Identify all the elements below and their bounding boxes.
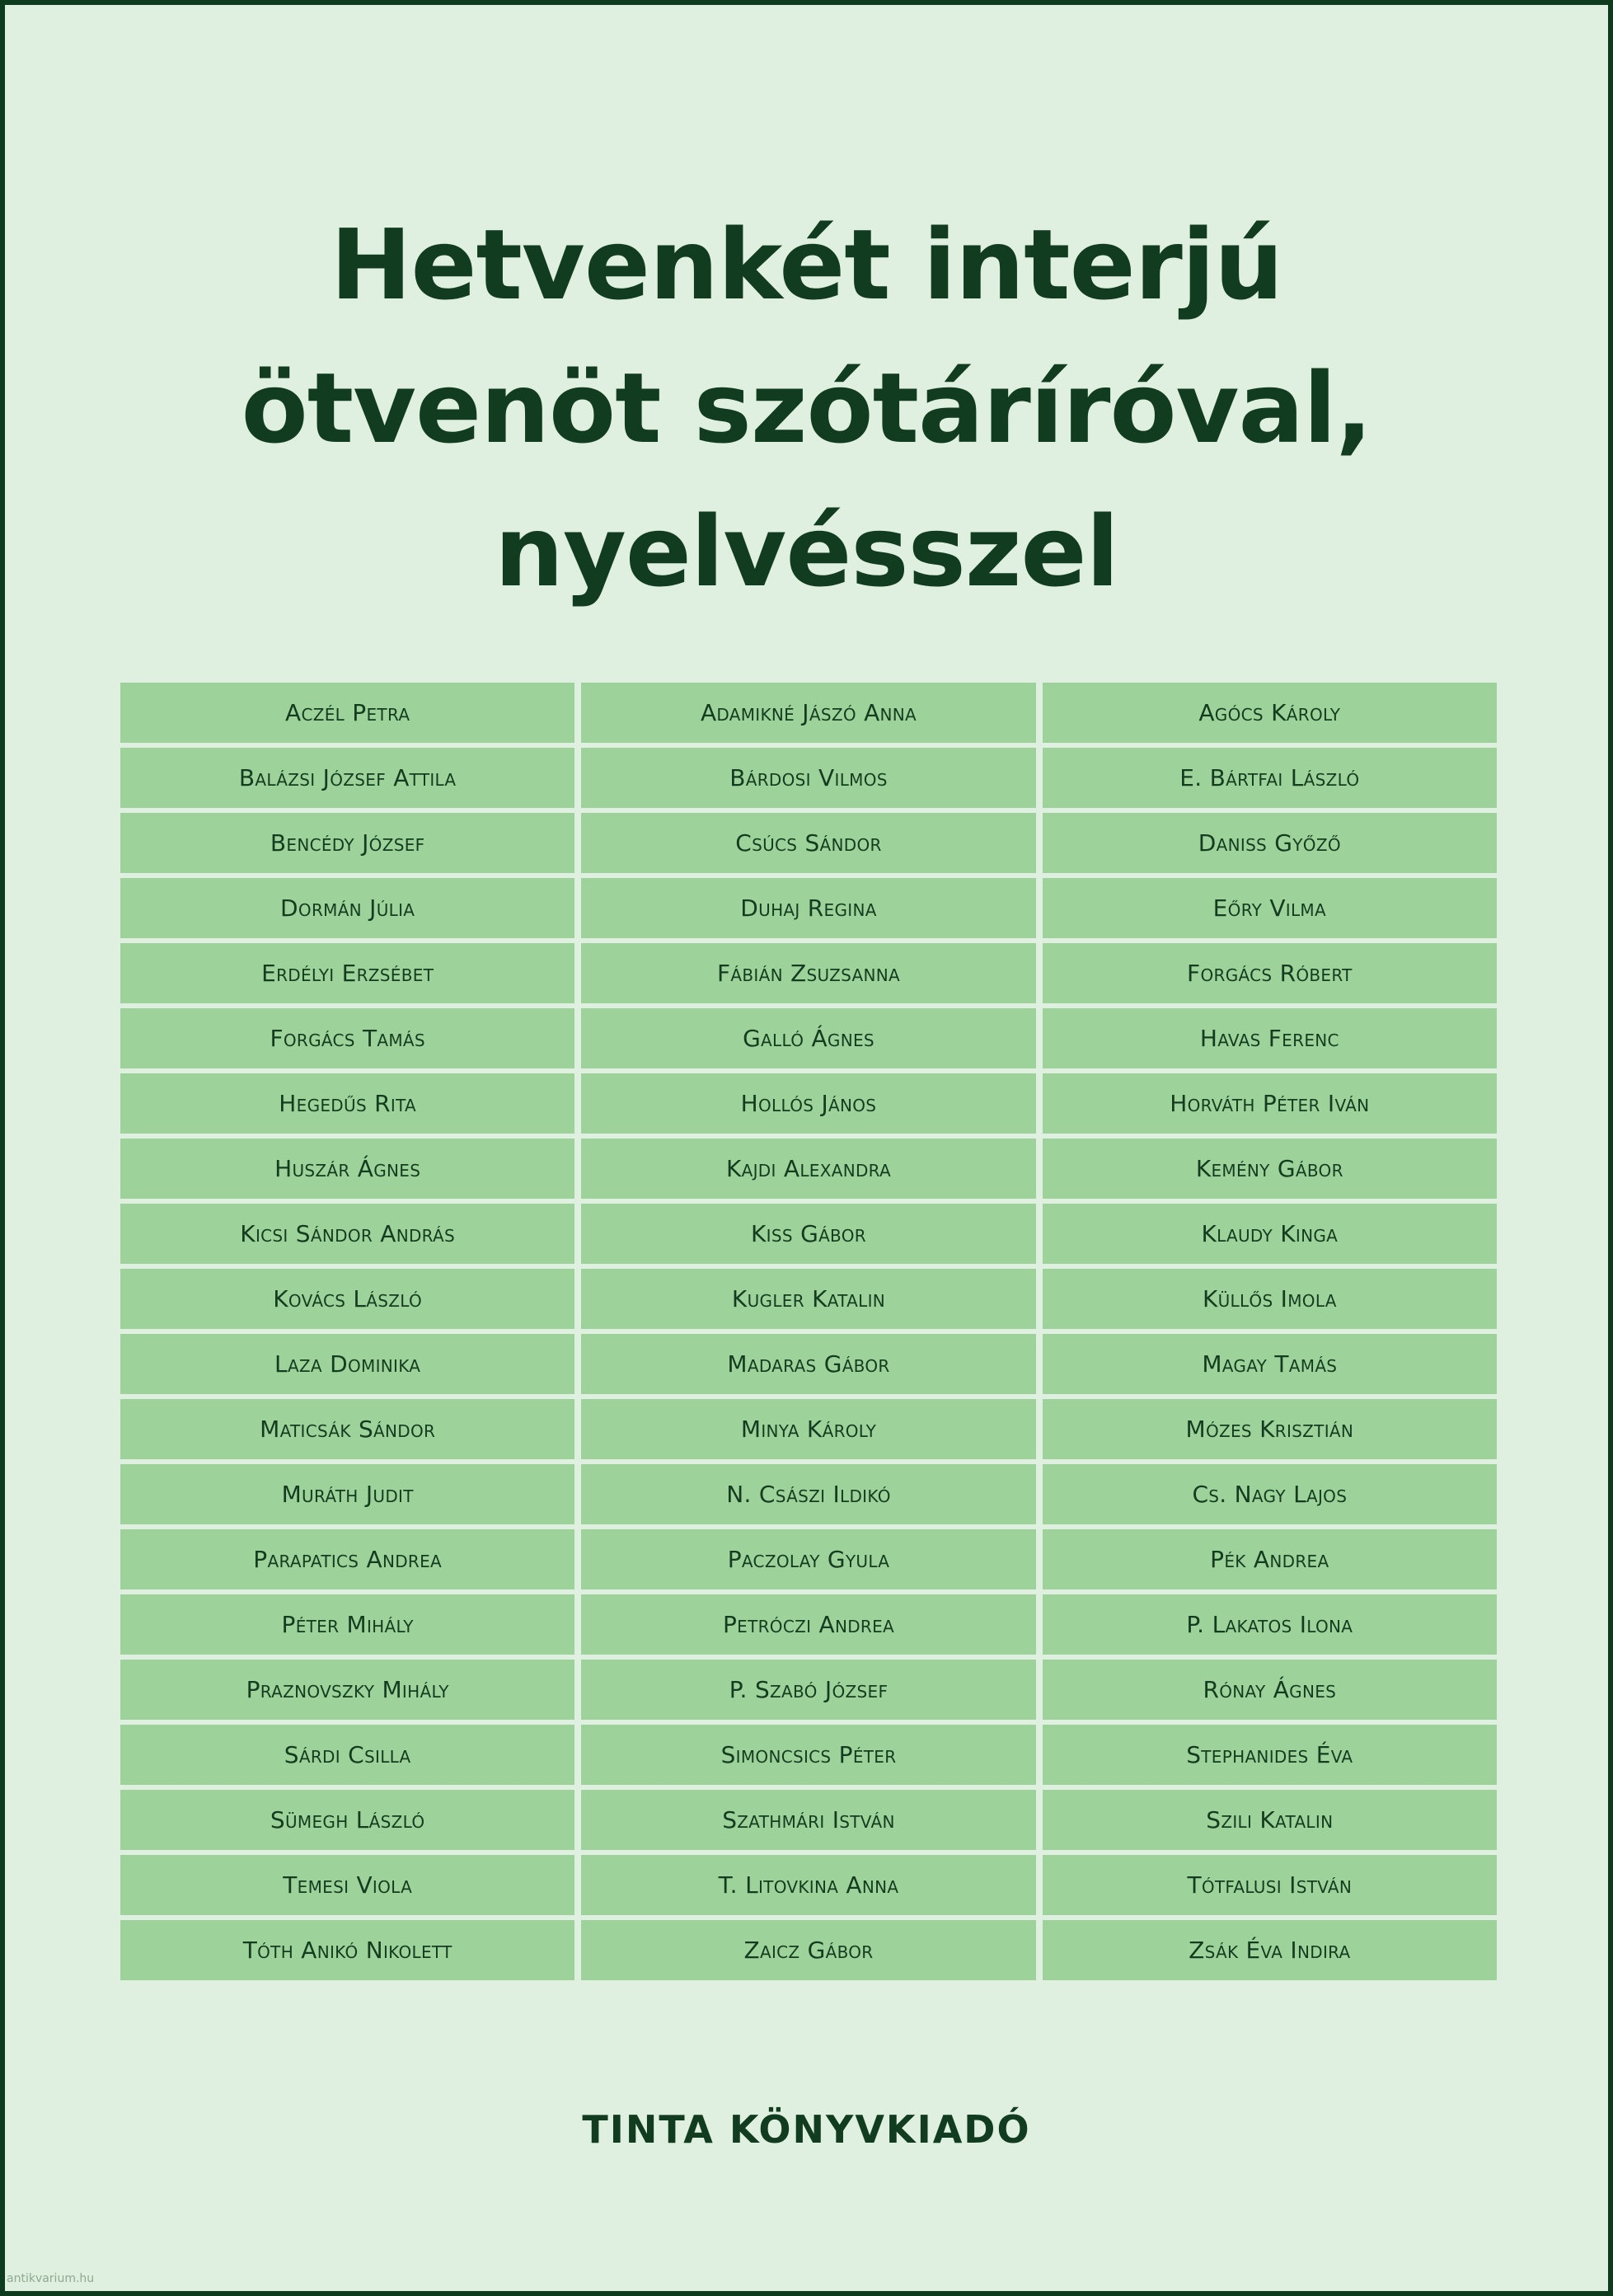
author-name-cell: Huszár Ágnes	[120, 1139, 574, 1199]
author-name-cell: P. Lakatos Ilona	[1043, 1594, 1497, 1655]
author-name-cell: Szathmári István	[581, 1790, 1035, 1850]
author-name-cell: Csúcs Sándor	[581, 813, 1035, 873]
author-name-cell: Forgács Tamás	[120, 1008, 574, 1068]
author-name-cell: Péter Mihály	[120, 1594, 574, 1655]
author-name-cell: Adamikné Jászó Anna	[581, 683, 1035, 743]
author-name-cell: Erdélyi Erzsébet	[120, 943, 574, 1003]
author-name-cell: Galló Ágnes	[581, 1008, 1035, 1068]
author-name-cell: Parapatics Andrea	[120, 1529, 574, 1589]
author-name-cell: Kovács László	[120, 1269, 574, 1329]
author-name-cell: Laza Dominika	[120, 1334, 574, 1394]
author-name-cell: Cs. Nagy Lajos	[1043, 1464, 1497, 1524]
author-name-cell: Hegedűs Rita	[120, 1073, 574, 1134]
author-name-cell: Tótfalusi István	[1043, 1855, 1497, 1915]
author-name-cell: Havas Ferenc	[1043, 1008, 1497, 1068]
author-name-cell: Pék Andrea	[1043, 1529, 1497, 1589]
author-name-cell: Magay Tamás	[1043, 1334, 1497, 1394]
author-name-cell: Sümegh László	[120, 1790, 574, 1850]
author-name-cell: Fábián Zsuzsanna	[581, 943, 1035, 1003]
author-name-cell: Balázsi József Attila	[120, 748, 574, 808]
author-name-cell: Agócs Károly	[1043, 683, 1497, 743]
author-name-cell: Tóth Anikó Nikolett	[120, 1920, 574, 1980]
book-title	[5, 193, 1608, 623]
author-name-cell: Temesi Viola	[120, 1855, 574, 1915]
book-cover	[5, 5, 1608, 2291]
author-name-cell: Kugler Katalin	[581, 1269, 1035, 1329]
author-name-cell: Simoncsics Péter	[581, 1725, 1035, 1785]
author-name-cell: Daniss Győző	[1043, 813, 1497, 873]
author-name-cell: Hollós János	[581, 1073, 1035, 1134]
watermark-text: antikvarium.hu	[7, 2272, 95, 2285]
author-name-cell: Mózes Krisztián	[1043, 1399, 1497, 1459]
author-name-cell: Kiss Gábor	[581, 1204, 1035, 1264]
author-name-cell: Kemény Gábor	[1043, 1139, 1497, 1199]
author-name-cell: Zaicz Gábor	[581, 1920, 1035, 1980]
author-name-cell: Petróczi Andrea	[581, 1594, 1035, 1655]
author-name-cell: Kajdi Alexandra	[581, 1139, 1035, 1199]
author-name-cell: Muráth Judit	[120, 1464, 574, 1524]
title-line-1: Hetvenkét interjú	[330, 208, 1283, 322]
author-name-cell: Klaudy Kinga	[1043, 1204, 1497, 1264]
author-name-cell: Dormán Júlia	[120, 878, 574, 938]
author-name-cell: Eőry Vilma	[1043, 878, 1497, 938]
author-name-cell: Sárdi Csilla	[120, 1725, 574, 1785]
author-name-cell: Bárdosi Vilmos	[581, 748, 1035, 808]
author-name-cell: Horváth Péter Iván	[1043, 1073, 1497, 1134]
author-name-cell: Rónay Ágnes	[1043, 1660, 1497, 1720]
author-name-cell: Zsák Éva Indira	[1043, 1920, 1497, 1980]
author-name-cell: Maticsák Sándor	[120, 1399, 574, 1459]
author-name-cell: Paczolay Gyula	[581, 1529, 1035, 1589]
author-name-cell: Küllős Imola	[1043, 1269, 1497, 1329]
author-name-grid	[120, 683, 1497, 1980]
author-name-cell: P. Szabó József	[581, 1660, 1035, 1720]
author-name-cell: Aczél Petra	[120, 683, 574, 743]
author-name-cell: Kicsi Sándor András	[120, 1204, 574, 1264]
title-line-3: nyelvésszel	[495, 495, 1118, 608]
author-name-cell: Bencédy József	[120, 813, 574, 873]
author-name-cell: Minya Károly	[581, 1399, 1035, 1459]
author-name-cell: Duhaj Regina	[581, 878, 1035, 938]
author-name-cell: T. Litovkina Anna	[581, 1855, 1035, 1915]
title-line-2: ötvenöt szótáríróval,	[241, 351, 1372, 465]
author-name-cell: Praznovszky Mihály	[120, 1660, 574, 1720]
author-name-cell: Stephanides Éva	[1043, 1725, 1497, 1785]
author-name-cell: E. Bártfai László	[1043, 748, 1497, 808]
publisher-name: TINTA KÖNYVKIADÓ	[582, 2107, 1031, 2152]
author-name-cell: Forgács Róbert	[1043, 943, 1497, 1003]
author-name-cell: N. Császi Ildikó	[581, 1464, 1035, 1524]
author-name-cell: Madaras Gábor	[581, 1334, 1035, 1394]
author-name-cell: Szili Katalin	[1043, 1790, 1497, 1850]
